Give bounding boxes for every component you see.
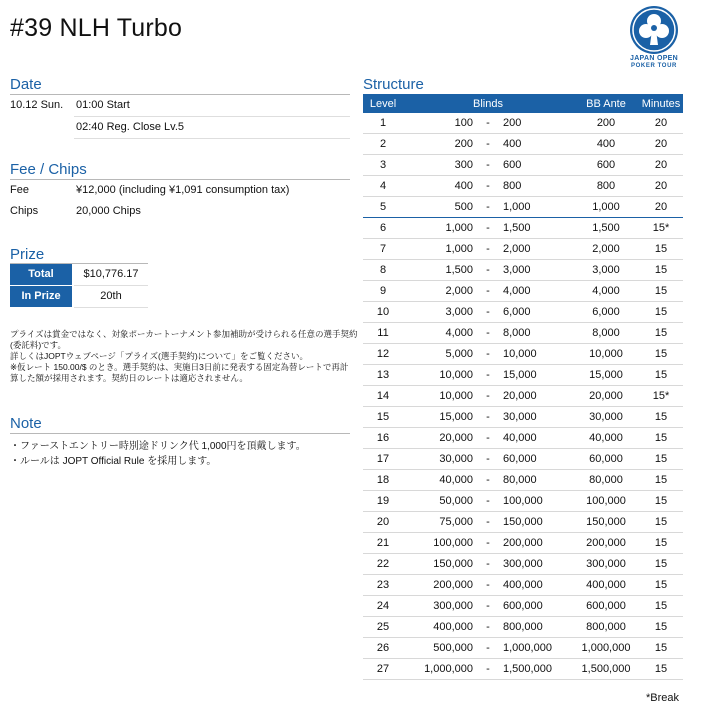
date-row-divider (74, 116, 350, 117)
minutes-cell: 20 (639, 176, 683, 197)
blinds-cell (403, 428, 573, 449)
ante-cell: 100,000 (573, 491, 639, 512)
blinds-dash: - (486, 453, 490, 465)
chips-value: 20,000 Chips (76, 205, 141, 217)
level-cell: 7 (363, 239, 403, 260)
ante-cell: 60,000 (573, 449, 639, 470)
small-blind: 75,000 (439, 516, 473, 528)
blinds-cell (403, 218, 573, 239)
table-row (363, 365, 683, 386)
level-cell: 12 (363, 344, 403, 365)
level-cell: 10 (363, 302, 403, 323)
ante-cell: 15,000 (573, 365, 639, 386)
minutes-cell: 20 (639, 155, 683, 176)
blinds-cell (403, 512, 573, 533)
blinds-cell (403, 386, 573, 407)
small-blind: 40,000 (439, 474, 473, 486)
blinds-cell (403, 134, 573, 155)
blinds-dash: - (486, 306, 490, 318)
note-line1: ・ファーストエントリー時別途ドリンク代 1,000円を頂戴します。 (10, 441, 306, 452)
small-blind: 200 (454, 138, 473, 150)
blinds-cell (403, 575, 573, 596)
blinds-dash: - (486, 411, 490, 423)
ante-cell: 300,000 (573, 554, 639, 575)
ante-cell: 600 (573, 155, 639, 176)
table-row (363, 659, 683, 680)
blinds-cell (403, 197, 573, 218)
minutes-cell: 15 (639, 554, 683, 575)
table-row (363, 386, 683, 407)
table-row (363, 638, 683, 659)
blinds-dash: - (486, 369, 490, 381)
table-row (363, 533, 683, 554)
table-row (363, 113, 683, 134)
level-cell: 22 (363, 554, 403, 575)
ante-cell: 800,000 (573, 617, 639, 638)
minutes-cell: 15 (639, 533, 683, 554)
blinds-dash: - (486, 474, 490, 486)
ante-cell: 4,000 (573, 281, 639, 302)
table-row (363, 260, 683, 281)
col-minutes-header: Minutes (639, 94, 683, 113)
table-row (363, 281, 683, 302)
big-blind: 600 (503, 159, 522, 171)
ante-cell: 6,000 (573, 302, 639, 323)
level-cell: 19 (363, 491, 403, 512)
jopt-logo (626, 5, 682, 77)
minutes-cell: 15 (639, 617, 683, 638)
level-cell: 17 (363, 449, 403, 470)
big-blind: 200 (503, 117, 522, 129)
ante-cell: 30,000 (573, 407, 639, 428)
small-blind: 100,000 (433, 537, 473, 549)
small-blind: 1,500 (445, 264, 473, 276)
blinds-dash: - (486, 327, 490, 339)
big-blind: 4,000 (503, 285, 531, 297)
minutes-cell: 15 (639, 470, 683, 491)
small-blind: 1,000 (445, 243, 473, 255)
big-blind: 1,000,000 (503, 642, 552, 654)
big-blind: 800 (503, 180, 522, 192)
logo-line1: JAPAN OPEN (630, 55, 678, 62)
table-row (363, 575, 683, 596)
blinds-cell (403, 239, 573, 260)
prize-heading: Prize (10, 246, 45, 263)
minutes-cell: 15 (639, 302, 683, 323)
fee-label: Fee (10, 184, 29, 196)
level-cell: 9 (363, 281, 403, 302)
blinds-cell (403, 407, 573, 428)
blinds-cell (403, 533, 573, 554)
small-blind: 30,000 (439, 453, 473, 465)
level-cell: 20 (363, 512, 403, 533)
logo-line2: POKER TOUR (631, 63, 677, 69)
big-blind: 20,000 (503, 390, 537, 402)
blinds-dash: - (486, 201, 490, 213)
table-row (363, 449, 683, 470)
structure-heading: Structure (363, 76, 424, 93)
big-blind: 300,000 (503, 558, 543, 570)
level-cell: 2 (363, 134, 403, 155)
date-start: 01:00 Start (76, 99, 130, 111)
date-day: 10.12 Sun. (10, 99, 64, 111)
prize-inprize-value: 20th (100, 290, 122, 302)
table-row (363, 428, 683, 449)
ante-cell: 8,000 (573, 323, 639, 344)
level-cell: 3 (363, 155, 403, 176)
level-cell: 13 (363, 365, 403, 386)
big-blind: 8,000 (503, 327, 531, 339)
minutes-cell: 15 (639, 449, 683, 470)
blinds-cell (403, 470, 573, 491)
ante-cell: 200 (573, 113, 639, 134)
level-cell: 21 (363, 533, 403, 554)
blinds-dash: - (486, 600, 490, 612)
blinds-dash: - (486, 558, 490, 570)
date-row-divider (74, 138, 350, 139)
blinds-dash: - (486, 117, 490, 129)
structure-body (363, 113, 683, 680)
blinds-dash: - (486, 432, 490, 444)
minutes-cell: 15 (639, 428, 683, 449)
small-blind: 400 (454, 180, 473, 192)
blinds-cell (403, 344, 573, 365)
blinds-cell (403, 449, 573, 470)
table-row (363, 491, 683, 512)
level-cell: 26 (363, 638, 403, 659)
blinds-cell (403, 302, 573, 323)
blinds-dash: - (486, 642, 490, 654)
small-blind: 200,000 (433, 579, 473, 591)
prize-total-value: $10,776.17 (83, 268, 139, 280)
minutes-cell: 15 (639, 365, 683, 386)
col-ante-header: BB Ante (573, 94, 639, 113)
small-blind: 2,000 (445, 285, 473, 297)
break-note: *Break (645, 692, 679, 704)
blinds-dash: - (486, 264, 490, 276)
small-blind: 300,000 (433, 600, 473, 612)
table-row (363, 554, 683, 575)
table-row (363, 407, 683, 428)
date-heading-rule (10, 94, 350, 95)
blinds-cell (403, 176, 573, 197)
date-heading: Date (10, 76, 42, 93)
disclaimer-line5: 算した額が採用されます。契約日のレートは適応されません。 (10, 373, 248, 383)
blinds-cell (403, 659, 573, 680)
level-cell: 16 (363, 428, 403, 449)
ante-cell: 400 (573, 134, 639, 155)
blinds-cell (403, 155, 573, 176)
big-blind: 6,000 (503, 306, 531, 318)
note-heading-rule (10, 433, 350, 434)
blinds-dash: - (486, 390, 490, 402)
small-blind: 1,000,000 (424, 663, 473, 675)
minutes-cell: 15 (639, 407, 683, 428)
disclaimer-line3: 詳しくはJOPTウェブページ「プライズ(選手契約)について」をご覧ください。 (10, 351, 309, 361)
small-blind: 50,000 (439, 495, 473, 507)
blinds-dash: - (486, 495, 490, 507)
blinds-cell (403, 281, 573, 302)
blinds-dash: - (486, 159, 490, 171)
note-heading: Note (10, 415, 42, 432)
table-row (363, 344, 683, 365)
small-blind: 20,000 (439, 432, 473, 444)
structure-header-row (363, 94, 683, 113)
blinds-dash: - (486, 348, 490, 360)
ante-cell: 20,000 (573, 386, 639, 407)
minutes-cell: 15* (639, 218, 683, 239)
table-row (363, 176, 683, 197)
level-cell: 14 (363, 386, 403, 407)
blinds-dash: - (486, 579, 490, 591)
ante-cell: 1,500,000 (573, 659, 639, 680)
ante-cell: 10,000 (573, 344, 639, 365)
table-row (363, 134, 683, 155)
ante-cell: 1,500 (573, 218, 639, 239)
minutes-cell: 20 (639, 197, 683, 218)
big-blind: 400,000 (503, 579, 543, 591)
minutes-cell: 15 (639, 491, 683, 512)
blinds-cell (403, 491, 573, 512)
small-blind: 500,000 (433, 642, 473, 654)
big-blind: 3,000 (503, 264, 531, 276)
fee-value: ¥12,000 (including ¥1,091 consumption tax) (76, 184, 290, 196)
blinds-cell (403, 113, 573, 134)
fee-heading: Fee / Chips (10, 161, 87, 178)
structure-table (363, 94, 683, 680)
blinds-dash: - (486, 516, 490, 528)
disclaimer-line2: (委託料)です。 (10, 340, 66, 350)
table-row (363, 323, 683, 344)
level-cell: 11 (363, 323, 403, 344)
big-blind: 600,000 (503, 600, 543, 612)
big-blind: 60,000 (503, 453, 537, 465)
ante-cell: 80,000 (573, 470, 639, 491)
small-blind: 15,000 (439, 411, 473, 423)
small-blind: 3,000 (445, 306, 473, 318)
page-title: #39 NLH Turbo (10, 14, 183, 42)
date-reg-close: 02:40 Reg. Close Lv.5 (76, 121, 185, 133)
minutes-cell: 15 (639, 323, 683, 344)
ante-cell: 600,000 (573, 596, 639, 617)
blinds-cell (403, 617, 573, 638)
blinds-cell (403, 260, 573, 281)
minutes-cell: 15 (639, 260, 683, 281)
blinds-dash: - (486, 663, 490, 675)
minutes-cell: 15 (639, 638, 683, 659)
disclaimer-line1: プライズは賞金ではなく、対象ポーカートーナメント参加補助が受けられる任意の選手契約 (10, 329, 358, 339)
table-row (363, 218, 683, 239)
minutes-cell: 15 (639, 659, 683, 680)
ante-cell: 3,000 (573, 260, 639, 281)
minutes-cell: 20 (639, 113, 683, 134)
table-row (363, 155, 683, 176)
big-blind: 200,000 (503, 537, 543, 549)
disclaimer-line4: ※仮レート 150.00/$ のとき。選手契約は、実施日3日前に発表する固定為替レートで再計 (10, 362, 349, 372)
small-blind: 10,000 (439, 390, 473, 402)
minutes-cell: 15 (639, 512, 683, 533)
minutes-cell: 15 (639, 344, 683, 365)
minutes-cell: 15 (639, 239, 683, 260)
small-blind: 100 (454, 117, 473, 129)
minutes-cell: 15 (639, 281, 683, 302)
blinds-dash: - (486, 621, 490, 633)
big-blind: 15,000 (503, 369, 537, 381)
blinds-dash: - (486, 138, 490, 150)
level-cell: 4 (363, 176, 403, 197)
blinds-cell (403, 323, 573, 344)
small-blind: 1,000 (445, 222, 473, 234)
minutes-cell: 15* (639, 386, 683, 407)
blinds-dash: - (486, 285, 490, 297)
table-row (363, 470, 683, 491)
table-row (363, 596, 683, 617)
prize-row-divider (74, 307, 148, 308)
ante-cell: 1,000,000 (573, 638, 639, 659)
small-blind: 150,000 (433, 558, 473, 570)
big-blind: 100,000 (503, 495, 543, 507)
big-blind: 1,500,000 (503, 663, 552, 675)
table-row (363, 302, 683, 323)
clover-icon (629, 5, 679, 55)
big-blind: 40,000 (503, 432, 537, 444)
minutes-cell: 15 (639, 596, 683, 617)
minutes-cell: 20 (639, 134, 683, 155)
ante-cell: 2,000 (573, 239, 639, 260)
prize-total-label: Total (10, 264, 72, 285)
small-blind: 5,000 (445, 348, 473, 360)
blinds-dash: - (486, 243, 490, 255)
blinds-cell (403, 638, 573, 659)
col-blinds-header: Blinds (403, 94, 573, 113)
chips-label: Chips (10, 205, 39, 217)
level-cell: 24 (363, 596, 403, 617)
level-cell: 27 (363, 659, 403, 680)
table-row (363, 512, 683, 533)
big-blind: 10,000 (503, 348, 537, 360)
table-row (363, 239, 683, 260)
blinds-cell (403, 596, 573, 617)
table-row (363, 197, 683, 218)
fee-heading-rule (10, 179, 350, 180)
blinds-dash: - (486, 180, 490, 192)
level-cell: 5 (363, 197, 403, 218)
big-blind: 400 (503, 138, 522, 150)
big-blind: 2,000 (503, 243, 531, 255)
level-cell: 8 (363, 260, 403, 281)
ante-cell: 150,000 (573, 512, 639, 533)
col-level-header: Level (363, 94, 403, 113)
big-blind: 1,500 (503, 222, 531, 234)
level-cell: 1 (363, 113, 403, 134)
level-cell: 25 (363, 617, 403, 638)
blinds-dash: - (486, 537, 490, 549)
big-blind: 80,000 (503, 474, 537, 486)
ante-cell: 200,000 (573, 533, 639, 554)
small-blind: 10,000 (439, 369, 473, 381)
level-cell: 15 (363, 407, 403, 428)
ante-cell: 800 (573, 176, 639, 197)
blinds-cell (403, 554, 573, 575)
table-row (363, 617, 683, 638)
small-blind: 500 (454, 201, 473, 213)
blinds-cell (403, 365, 573, 386)
ante-cell: 1,000 (573, 197, 639, 218)
big-blind: 1,000 (503, 201, 531, 213)
prize-inprize-label: In Prize (10, 286, 72, 307)
ante-cell: 40,000 (573, 428, 639, 449)
blinds-dash: - (486, 222, 490, 234)
level-cell: 6 (363, 218, 403, 239)
level-cell: 18 (363, 470, 403, 491)
minutes-cell: 15 (639, 575, 683, 596)
level-cell: 23 (363, 575, 403, 596)
small-blind: 300 (454, 159, 473, 171)
ante-cell: 400,000 (573, 575, 639, 596)
big-blind: 150,000 (503, 516, 543, 528)
big-blind: 30,000 (503, 411, 537, 423)
small-blind: 4,000 (445, 327, 473, 339)
small-blind: 400,000 (433, 621, 473, 633)
big-blind: 800,000 (503, 621, 543, 633)
note-line2: ・ルールは JOPT Official Rule を採用します。 (10, 456, 217, 467)
